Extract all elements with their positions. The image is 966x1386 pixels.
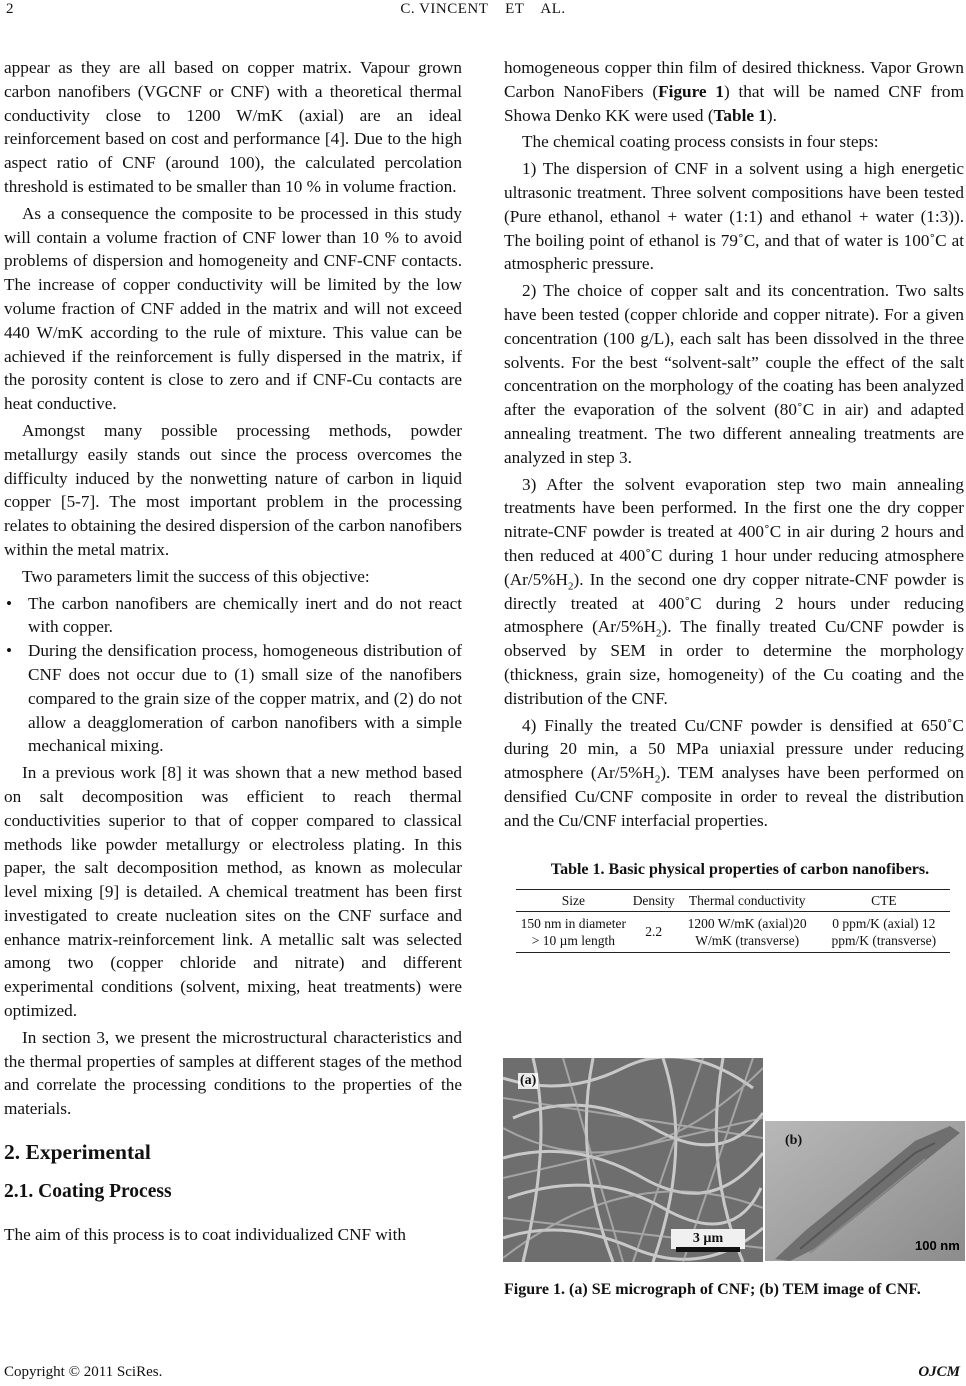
table-cell: 1200 W/mK (axial)20 W/mK (transverse) bbox=[677, 911, 818, 952]
table-reference: Table 1 bbox=[713, 105, 767, 125]
figure-1 bbox=[503, 1058, 965, 1262]
running-title: C. VINCENT ET AL. bbox=[400, 1, 566, 17]
figure-reference: Figure 1 bbox=[658, 81, 724, 101]
tem-image bbox=[765, 1121, 965, 1261]
paragraph: In a previous work [8] it was shown that a new method based on salt decomposition was efficient to reach thermal conductivities superior to that of copper compared to classical methods like powder metallurgy or electroless plating. In this paper, the salt decomposition method, as known as molecular level mixing [9] is detailed. A chemical treatment has been first investigated to create nucleation sites on the CNF surface and enhance matrix-reinforcement link. A metallic salt was selected among two (copper chloride and nitrate) and different experimental conditions (solvent, mixing, heat treatments) were optimized. bbox=[4, 763, 462, 1021]
paragraph: Two parameters limit the success of this objective: bbox=[22, 566, 370, 586]
properties-table bbox=[516, 889, 950, 953]
table-header-row bbox=[516, 889, 950, 911]
paragraph: In section 3, we present the microstructural characteristics and the thermal properties of samples at different stages of the method and correlate the processing conditions to the properties of the materials. bbox=[4, 1027, 462, 1119]
list-item-text: The carbon nanofibers are chemically inert and do not react with copper. bbox=[28, 593, 462, 637]
paragraph: As a consequence the composite to be processed in this study will contain a volume fraction of CNF lower than 10 % to avoid problems of dispersion and homogeneity and CNF-CNF contacts. The increase of copper conductivity will be limited by the low volume fraction of CNF added in the matrix and will not exceed 440 W/mK according to the rule of mixture. This value can be achieved if the reinforcement is fully dispersed in the matrix, if the porosity content is close to zero and if CNF-Cu contacts are heat conductive. bbox=[4, 203, 462, 414]
panel-label-b: (b) bbox=[785, 1133, 803, 1148]
list-item bbox=[4, 639, 462, 758]
bullet-icon: • bbox=[6, 641, 13, 661]
paragraph: The chemical coating process consists in four steps: bbox=[522, 132, 879, 152]
subscript: 2 bbox=[567, 580, 574, 593]
paragraph: appear as they are all based on copper matrix. Vapour grown carbon nanofibers (VGCNF or CNF) with a theoretical thermal conductivity close to 1200 W/mK (axial) are an ideal reinforcement based on cost and performance [4]. Due to the high aspect ratio of CNF (around 100), the calculated percolation threshold is estimated to be smaller than 10 % in volume fraction. bbox=[4, 58, 462, 196]
paragraph: 2) The choice of copper salt and its concentration. Two salts have been tested (copper chloride and copper nitrate). For a given concentration (100 g/L), each salt has been dissolved in the three solvents. For the best “solvent-salt” couple the effect of the salt concentration on the morphology of the coating has been analyzed after the evaporation of the solvent (80˚C in air) and adapted annealing treatment. The two different annealing treatments are analyzed in step 3. bbox=[504, 281, 964, 467]
page-header bbox=[0, 0, 966, 26]
left-column bbox=[4, 56, 462, 1250]
scale-bar-b: 100 nm bbox=[915, 1238, 960, 1253]
table-caption: Table 1. Basic physical properties of carbon nanofibers. bbox=[550, 860, 930, 878]
page-number: 2 bbox=[6, 1, 14, 17]
paragraph: The aim of this process is to coat individualized CNF with bbox=[4, 1225, 406, 1245]
table-header-cte: CTE bbox=[818, 889, 950, 911]
table-cell: 2.2 bbox=[631, 911, 677, 952]
paragraph bbox=[504, 56, 964, 127]
text-run: homogeneous copper thin film of desired thickness. Vapor Grown Carbon NanoFibers ( bbox=[504, 58, 964, 101]
table-cell: 150 nm in diameter > 10 µm length bbox=[516, 911, 631, 952]
paragraph bbox=[504, 714, 964, 833]
scale-bar-line bbox=[676, 1247, 740, 1252]
list-item-text: During the densification process, homogeneous distribution of CNF does not occur due to (1) small size of the nanofibers compared to the grain size of the copper matrix, and (2) do not allow a deagglomeration of carbon nanofibers with a simple mechanical mixing. bbox=[28, 641, 462, 756]
text-run: ). The finally treated Cu/CNF powder is observed by SEM in order to determine the morphology (thickness, grain size, homogeneity) of the Cu coating and the distribution of the CNF. bbox=[504, 617, 965, 708]
bullet-list bbox=[4, 592, 462, 759]
subsection-heading: 2.1. Coating Process bbox=[4, 1181, 172, 1203]
panel-label-a: (a) bbox=[520, 1073, 537, 1088]
text-run: ) that will be named CNF from Showa Denko KK were used ( bbox=[504, 81, 965, 125]
journal-name: OJCM bbox=[918, 1364, 960, 1380]
table-cell: 0 ppm/K (axial) 12 ppm/K (transverse) bbox=[818, 911, 950, 952]
subscript: 2 bbox=[654, 773, 661, 786]
section-heading: 2. Experimental bbox=[4, 1140, 151, 1165]
paragraph: Amongst many possible processing methods, powder metallurgy easily stands out since the process overcomes the difficulty induced by the nonwetting nature of carbon in liquid copper [5-7]. The most important problem in the processing relates to obtaining the desired dispersion of the carbon nanofibers within the metal matrix. bbox=[4, 420, 462, 559]
right-column bbox=[504, 56, 964, 953]
paragraph: 1) The dispersion of CNF in a solvent using a high energetic ultrasonic treatment. Three solvent compositions have been tested (Pure ethanol, ethanol + water (1:1) and ethanol + water (1:3)). The boiling point of ethanol is 79˚C, and that of water is 100˚C at atmospheric pressure. bbox=[504, 159, 964, 274]
subscript: 2 bbox=[656, 627, 662, 640]
text-run: ). TEM analyses have been performed on densified Cu/CNF composite in order to reveal the distribution and the Cu/CNF interfacial properties. bbox=[504, 763, 965, 830]
text-run: 3) After the solvent evaporation step two main annealing treatments have been performed. In the first one the dry copper nitrate-CNF powder is treated at 400˚C in air during 2 hours and then reduced at 400˚C during 1 hour under reducing atmosphere (Ar/5%H bbox=[504, 474, 964, 589]
table-header-thermal: Thermal conductivity bbox=[677, 889, 818, 911]
table-row bbox=[516, 911, 950, 952]
copyright: Copyright © 2011 SciRes. bbox=[4, 1364, 163, 1380]
scale-bar-a bbox=[671, 1229, 745, 1249]
text-run: 4) Finally the treated Cu/CNF powder is densified at 650˚C during 20 min, a 50 MPa uniaxial pressure under reducing atmosphere (Ar/5%H bbox=[504, 715, 964, 783]
text-run: ). In the second one dry copper nitrate-CNF powder is directly treated at 400˚C during 2 hours under reducing atmosphere (Ar/5%H bbox=[504, 569, 964, 637]
scale-bar-text: 3 µm bbox=[692, 1231, 724, 1246]
table-header-density: Density bbox=[631, 889, 677, 911]
list-item bbox=[4, 592, 462, 640]
figure-caption: Figure 1. (a) SE micrograph of CNF; (b) TEM image of CNF. bbox=[504, 1281, 921, 1298]
sem-micrograph-image bbox=[503, 1058, 763, 1262]
table-header-size: Size bbox=[516, 889, 631, 911]
bullet-icon: • bbox=[6, 593, 13, 613]
paragraph bbox=[504, 473, 964, 711]
text-run: ). bbox=[766, 105, 777, 125]
